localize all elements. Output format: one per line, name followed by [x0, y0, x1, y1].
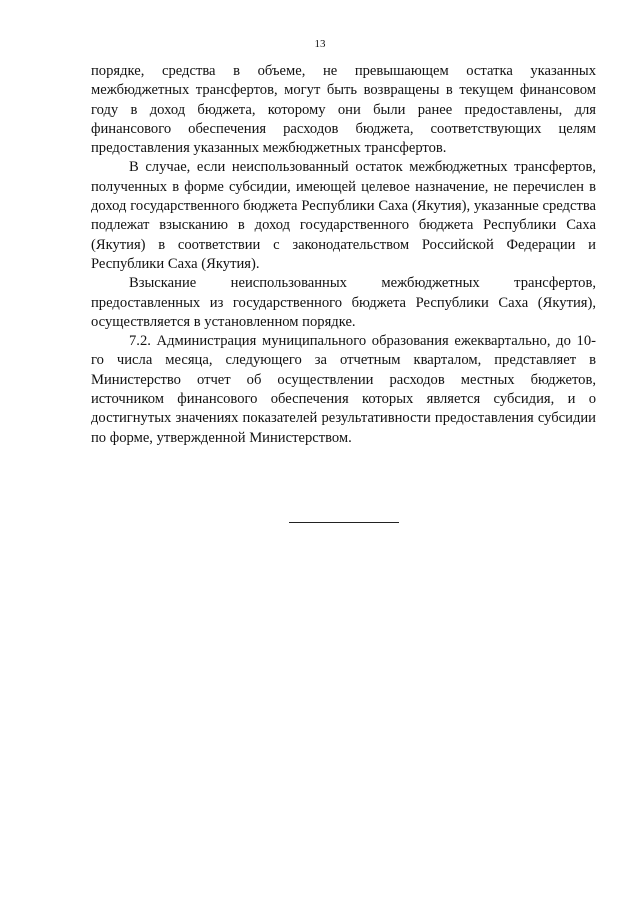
- document-body: [91, 62, 596, 448]
- paragraph-recovery: Взыскание неиспользованных межбюджетных трансфертов, предоставленных из государственного бюджета Республики Саха (Якутия), осуществляется в установленном порядке.: [91, 275, 596, 330]
- page-number: 13: [314, 38, 326, 50]
- paragraph-7-2-report: 7.2. Администрация муниципального образования ежеквартально, до 10-го числа месяца, следующего за отчетным кварталом, представляет в Министерство отчет об осуществлении расходов местных бюджетов, источником финансового обеспечения которых является субсидия, и о достигнутых значениях показателей результативности предоставления субсидии по форме, утвержденной Министерством.: [91, 333, 596, 446]
- paragraph-unused-balance: В случае, если неиспользованный остаток межбюджетных трансфертов, полученных в форме субсидии, имеющей целевое назначение, не перечислен в доход государственного бюджета Республики Саха (Якутия), указанные средства подлежат взысканию в доход государственного бюджета Республики Саха (Якутия) в соответствии с законодательством Российской Федерации и Республики Саха (Якутия).: [91, 159, 596, 272]
- end-separator-line: [289, 522, 399, 523]
- paragraph-continuation: порядке, средства в объеме, не превышающем остатка указанных межбюджетных трансфертов, могут быть возвращены в текущем финансовом году в доход бюджета, которому они были ранее предоставлены, для финансового обеспечения расходов бюджета, соответствующих целям предоставления указанных межбюджетных трансфертов.: [91, 63, 596, 157]
